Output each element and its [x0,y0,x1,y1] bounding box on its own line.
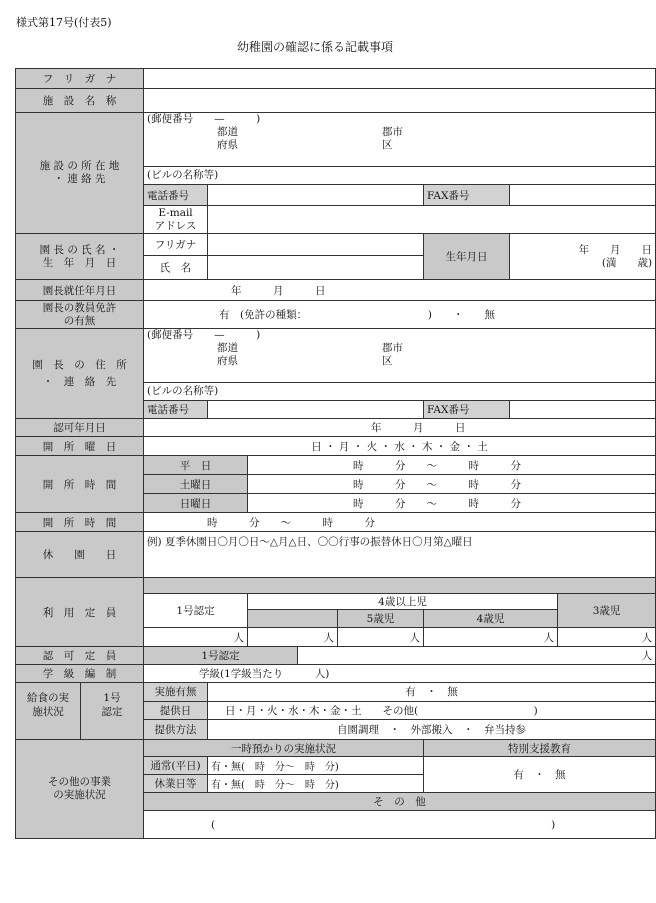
closed-days-label: 休 園 日 [16,532,144,578]
facility-address-label: 施 設 の 所 在 地 ・ 連 絡 先 [16,113,144,234]
capacity-age4-label: 4歳児 [424,610,558,628]
capacity-age4plus-value[interactable]: 人 [248,628,338,647]
facility-name-label: 施 設 名 称 [16,89,144,113]
open-days-field[interactable]: 日 ・ 月 ・ 火 ・ 水 ・ 木 ・ 金 ・ 土 [144,437,656,456]
other-services-label: その他の事業 の実施状況 [16,740,144,839]
director-furigana-field[interactable] [208,234,424,256]
facility-email-field[interactable] [208,206,656,234]
facility-name-field[interactable] [144,89,656,113]
weekday-hours-field[interactable]: 時 分 〜 時 分 [248,456,656,475]
meal-method-field[interactable]: 自園調理 ・ 外部搬入 ・ 弁当持参 [208,720,656,740]
special-edu-label: 特別支援教育 [424,740,656,757]
meal-impl-field[interactable]: 有 ・ 無 [208,683,656,702]
director-label: 園 長 の 氏 名 ・ 生 年 月 日 [16,234,144,280]
temp-care-label: 一時預かりの実施状況 [144,740,424,757]
appoint-date-field[interactable]: 年 月 日 [144,280,656,301]
capacity-label: 利 用 定 員 [16,578,144,647]
class-org-field[interactable]: 学級(1学級当たり 人) [144,665,656,683]
others-field[interactable]: ( ) [144,811,656,839]
special-edu-field[interactable]: 有 ・ 無 [424,757,656,793]
meal-label-block: 給食の実 施状況 1号 認定 [16,683,144,740]
capacity-age5-label: 5歳児 [338,610,424,628]
director-name-label: 氏 名 [144,256,208,280]
director-building-field[interactable]: (ビルの名称等) [144,383,656,401]
meal-days-label: 提供日 [144,701,208,720]
capacity-age3-label: 3歳児 [558,594,656,628]
saturday-hours-field[interactable]: 時 分 〜 時 分 [248,475,656,494]
weekday-label: 平 日 [144,456,248,475]
capacity-age3-value[interactable]: 人 [558,628,656,647]
approved-capacity-label: 認 可 定 員 [16,647,144,665]
meal-cert1-label: 1号 [103,692,121,704]
facility-fax-field[interactable] [510,185,656,206]
license-field[interactable]: 有 (免許の種類： ) ・ 無 [144,301,656,329]
director-fax-label: FAX番号 [424,401,510,419]
capacity-age4plus-label: 4歳以上児 [248,594,558,610]
open-hours-2-label: 開 所 時 間 [16,513,144,532]
approval-date-label: 認可年月日 [16,419,144,437]
page-title: 幼稚園の確認に係る記載事項 [236,40,393,54]
approved-capacity-value[interactable]: 人 [298,647,656,665]
open-hours-label: 開 所 時 間 [16,456,144,513]
open-days-label: 開 所 曜 日 [16,437,144,456]
sunday-label: 日曜日 [144,494,248,513]
director-phone-label: 電話番号 [144,401,208,419]
temp-regular-field[interactable]: 有・無( 時 分〜 時 分) [208,757,424,775]
capacity-age4-value[interactable]: 人 [424,628,558,647]
director-birthdate-label: 生年月日 [424,234,510,280]
sunday-hours-field[interactable]: 時 分 〜 時 分 [248,494,656,513]
meal-impl-label: 実施有無 [144,683,208,702]
furigana-field[interactable] [144,69,656,89]
capacity-age5-value[interactable]: 人 [338,628,424,647]
director-phone-field[interactable] [208,401,424,419]
facility-phone-label: 電話番号 [144,185,208,206]
facility-building-field[interactable]: (ビルの名称等) [144,167,656,185]
license-label: 園長の教員免許 の有無 [16,301,144,329]
temp-holiday-label: 休業日等 [144,775,208,793]
facility-fax-label: FAX番号 [424,185,510,206]
director-address-field[interactable]: (郵便番号 — ) 都道 郡市 府県 区 [144,329,656,383]
capacity-cert1-label: 1号認定 [144,594,248,628]
appoint-date-label: 園長就任年月日 [16,280,144,301]
director-birthdate-field[interactable]: 年 月 日 (満 歳) [510,234,656,280]
closed-days-field[interactable]: 例) 夏季休園日〇月〇日〜△月△日、〇〇行事の振替休日〇月第△曜日 [144,532,656,578]
approved-cert1-label: 1号認定 [144,647,298,665]
form-number: 様式第17号(付表5) [16,16,112,29]
saturday-label: 土曜日 [144,475,248,494]
facility-email-label: E-mail アドレス [144,206,208,234]
temp-holiday-field[interactable]: 有・無( 時 分〜 時 分) [208,775,424,793]
capacity-cert1-value[interactable]: 人 [144,628,248,647]
meal-method-label: 提供方法 [144,720,208,740]
facility-phone-field[interactable] [208,185,424,206]
director-address-label: 園 長 の 住 所 ・ 連 絡 先 [16,329,144,419]
meal-label: 給食の実 [27,692,69,704]
director-name-field[interactable] [208,256,424,280]
facility-address-field[interactable]: (郵便番号 — ) 都道 郡市 府県 区 [144,113,656,167]
open-hours-2-field[interactable]: 時 分 〜 時 分 [144,513,656,532]
temp-regular-label: 通常(平日) [144,757,208,775]
others-label: そ の 他 [144,793,656,811]
record-form [15,68,656,839]
capacity-header-band [144,578,656,594]
furigana-label: フ リ ガ ナ [16,69,144,89]
class-org-label: 学 級 編 制 [16,665,144,683]
meal-days-field[interactable]: 日・月・火・水・木・金・土 その他( ) [208,701,656,720]
director-furigana-label: フリガナ [144,234,208,256]
director-fax-field[interactable] [510,401,656,419]
approval-date-field[interactable]: 年 月 日 [144,419,656,437]
